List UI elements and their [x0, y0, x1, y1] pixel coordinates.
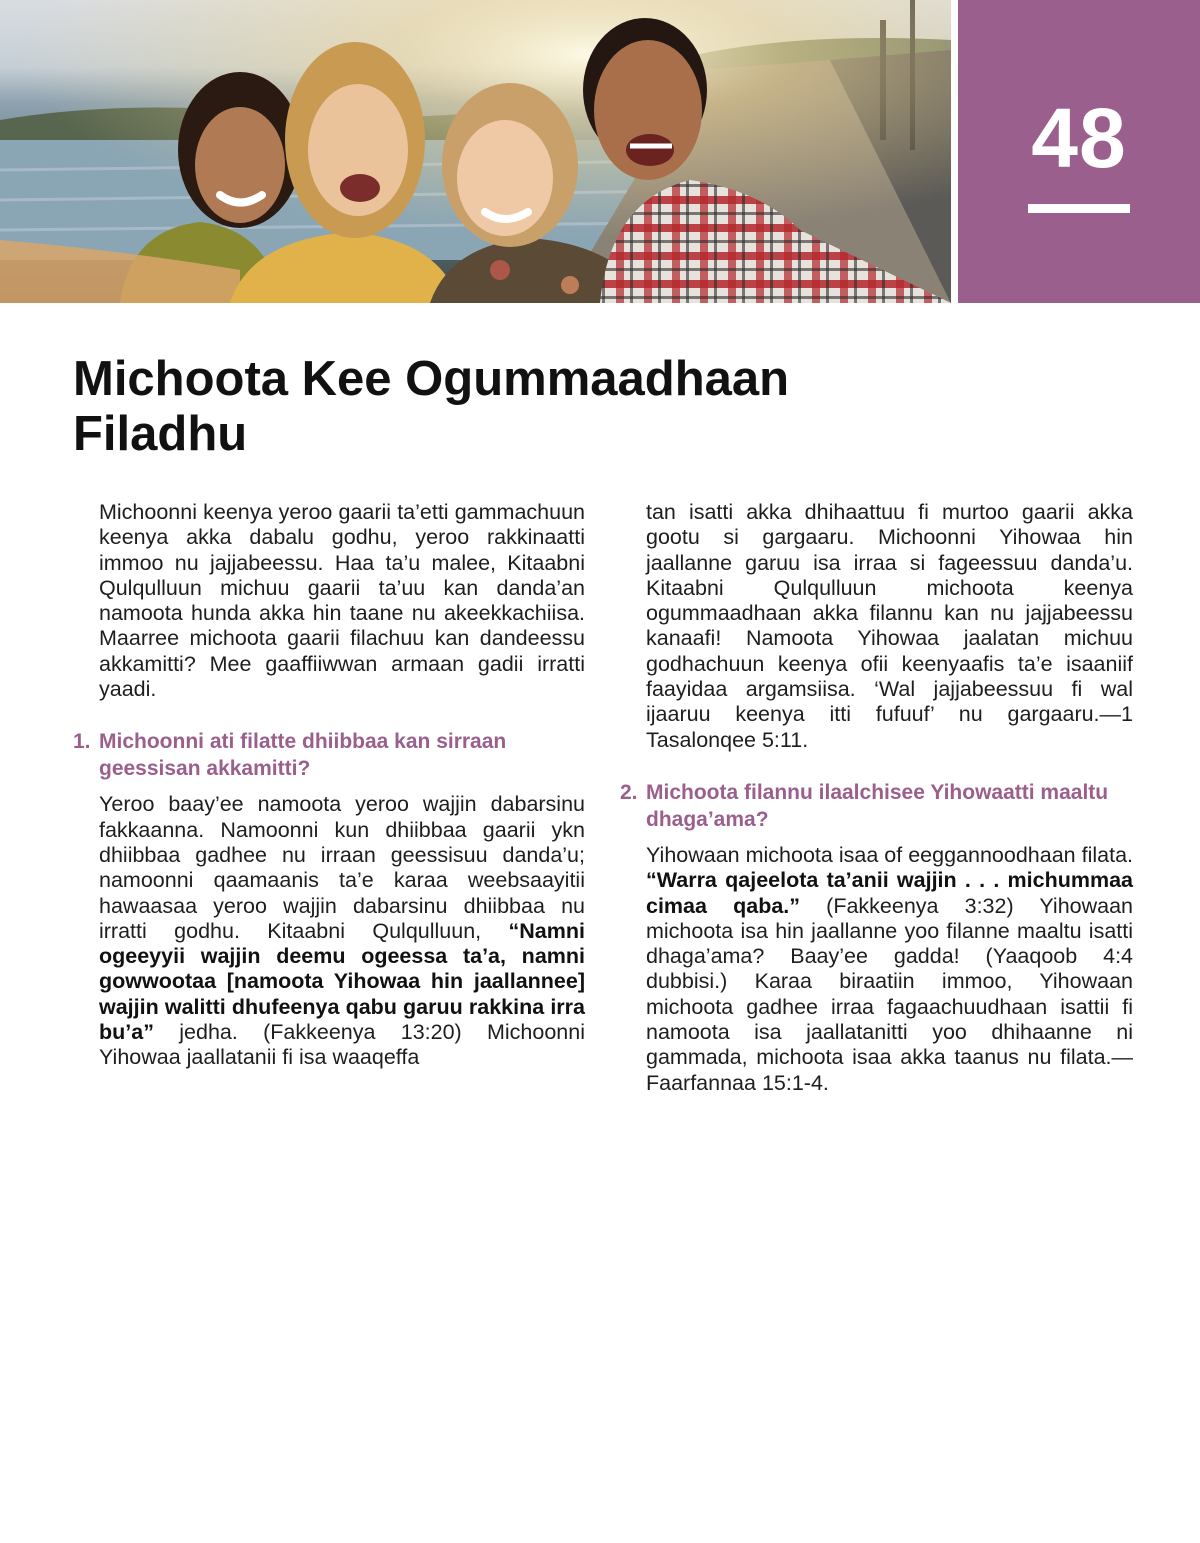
question-2-number: 2.: [620, 780, 638, 804]
q1-answer-text-b: jedha. (Fakkeenya 13:20) Michoonni Yihowaa jaallatanii fi isa waaqeffa: [99, 1020, 585, 1070]
question-1-answer-continued: tan isatti akka dhihaattuu fi murtoo gaarii akka gootu si gargaaru. Michoonni Yihowaa hin jaallanne garuu isa irraa si fageessuu danda’u. Kitaabni Qulqulluun michoota keenya ogummaadhaan akka filannu kan nu jajjabeessu kanaafi! Namoota Yihowaa jaalatan michuu godhachuun keenya ofii keenyaafis ta’e isaaniif faayidaa argamsiisa. ‘Wal jajjabeessuu fi wal ijaaruu keenya itti fufuuf’ nu gargaaru.—1 Tasalonqee 5:11.: [646, 500, 1133, 752]
group-selfie-illustration: [0, 0, 951, 303]
question-2-answer: [620, 843, 1133, 1096]
right-column: [620, 500, 1133, 1096]
question-1-text: Michoonni ati filatte dhiibbaa kan sirraan geessisan akkamitti?: [99, 730, 507, 781]
q2-answer-text-a: Yihowaan michoota isaa of eeggannoodhaan filata.: [646, 842, 1133, 867]
q1-answer-text-a: Yeroo baay’ee namoota yeroo wajjin dabarsinu fakkaanna. Namoonni kun dhiibbaa gaarii ykn dhiibbaa gadhee nu irraan geessisuu danda’u; namoonni qaamaanis ta’e karaa weebsaayitii hawaasaa yeroo wajjin dabarsinu dhiibbaa nu irratti godhu. Kitaabni Qulqulluun,: [99, 792, 585, 943]
q2-scripture-quote: “Warra qajeelota ta’anii wajjin . . . michummaa cimaa qaba.”: [646, 868, 1133, 918]
left-column: [73, 500, 585, 1071]
q1-scripture-quote: “Namni ogeeyyii wajjin deemu ogeessa ta’a, namni gowwootaa [namoota Yihowaa hin jaallannee] wajjin walitti dhufeenya qabu garuu rakkina irra bu’a”: [99, 918, 585, 1045]
q2-answer-text-b: (Fakkeenya 3:32) Yihowaan michoota isa hin jaallanne yoo filanne maaltu isatti dhaga’ama? Baay’ee gadda! (Yaaqoob 4:4 dubbisi.) Karaa biraatiin immoo, Yihowaan michoota gadhee irraa fagaachuudhaan isattii fi namoota isa jaallatanitti yoo dhihaanne ni gammada, michoota isaa akka taanus nu filata.—Faarfannaa 15:1-4.: [646, 893, 1134, 1095]
lesson-number: 48: [1031, 91, 1127, 185]
question-2-heading: [620, 779, 1133, 833]
question-1-number: 1.: [73, 730, 91, 754]
question-1-heading: [73, 728, 585, 782]
page-title: Michoota Kee Ogummaadhaan Filadhu: [73, 352, 790, 461]
intro-paragraph: Michoonni keenya yeroo gaarii ta’etti gammachuun keenya akka dabalu godhu, yeroo rakkinaatti immoo nu jajjabeessu. Haa ta’u malee, Kitaabni Qulqulluun michuu gaarii ta’uu kan danda’an namoota hunda akka hin taane nu akeekkachiisa. Maarree michoota gaarii filachuu kan dandeessu akkamitti? Mee gaaffiiwwan armaan gadii irratti yaadi.: [99, 500, 585, 702]
question-1-answer: [73, 792, 585, 1070]
question-2-text: Michoota filannu ilaalchisee Yihowaatti maaltu dhaga’ama?: [646, 780, 1109, 831]
lesson-number-underline: [1028, 204, 1130, 213]
lesson-number-badge: [958, 0, 1200, 303]
hero-photo: [0, 0, 951, 303]
